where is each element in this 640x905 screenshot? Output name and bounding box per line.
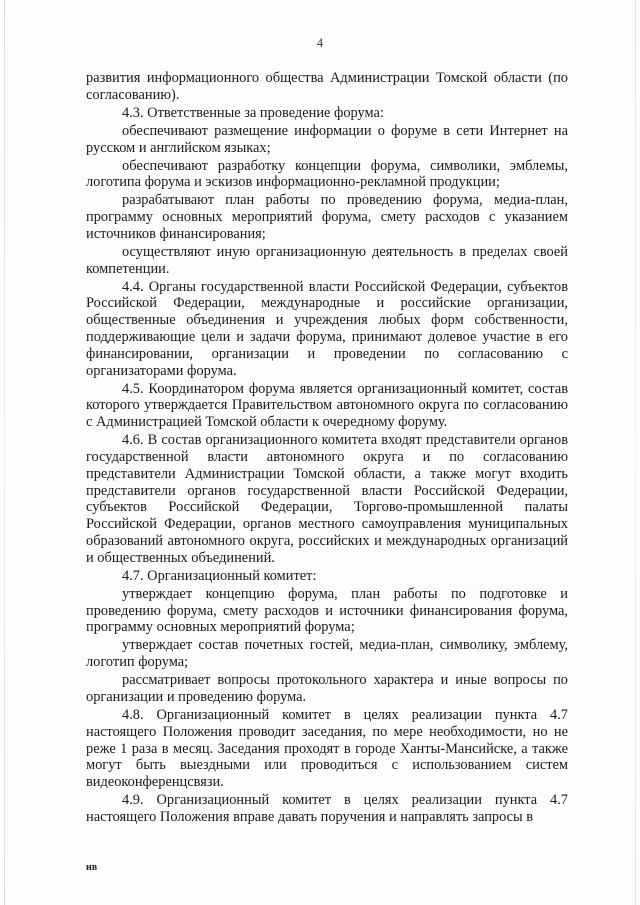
paragraph: осуществляют иную организационную деятельность в пределах своей компетенции.	[86, 243, 568, 277]
scan-edge-right	[635, 0, 636, 905]
paragraph: развития информационного общества Администрации Томской области (по согласованию).	[86, 70, 568, 103]
paragraph: 4.6. В состав организационного комитета входят представители органов государственной власти автономного округа и по согласованию представители Администрации Томской области, а также могут входить представители органов государственной власти Российской Федерации, субъектов Российской Федерации, Торгово-промышленной палаты Российской Федерации, органов местного самоуправления муниципальных образований автономного округа, российских и международных организаций и общественных объединений.	[86, 432, 568, 566]
paragraph: обеспечивают размещение информации о форуме в сети Интернет на русском и английском языках;	[86, 122, 568, 156]
footer-mark: нв	[86, 862, 98, 873]
paragraph: 4.8. Организационный комитет в целях реализации пункта 4.7 настоящего Положения проводит заседания, по мере необходимости, но не реже 1 раза в месяц. Заседания проходят в городе Ханты-Мансийске, а также могут быть выездными или проводиться с использованием систем видеоконференцсвязи.	[86, 706, 568, 791]
scan-edge-left	[4, 0, 5, 905]
paragraph: рассматривает вопросы протокольного характера и иные вопросы по организации и проведению форума.	[86, 672, 568, 705]
paragraph: 4.3. Ответственные за проведение форума:	[122, 104, 384, 121]
paragraph: 4.5. Координатором форума является организационный комитет, состав которого утверждается Правительством автономного округа по согласованию с Администрацией Томской области к очередному форуму.	[86, 380, 568, 431]
paragraph: 4.7. Организационный комитет:	[122, 567, 317, 584]
paragraph: 4.9. Организационный комитет в целях реализации пункта 4.7 настоящего Положения вправе давать поручения и направлять запросы в	[86, 792, 568, 825]
page-number: 4	[316, 36, 324, 50]
paragraph: утверждает концепцию форума, план работы по подготовке и проведению форума, смету расходов и источники финансирования форума, программу основных мероприятий форума;	[86, 585, 568, 636]
paragraph: разрабатывают план работы по проведению форума, медиа-план, программу основных мероприятий форума, смету расходов с указанием источников финансирования;	[86, 192, 568, 242]
paragraph: утверждает состав почетных гостей, медиа-план, символику, эмблему, логотип форума;	[86, 637, 568, 671]
paragraph: 4.4. Органы государственной власти Российской Федерации, субъектов Российской Федерации, международные и российские организации, общественные объединения и учреждения любых форм собственности, поддерживающие цели и задачи форума, принимают долевое участие в его финансировании, организации и проведении по согласованию с организаторами форума.	[86, 278, 568, 379]
document-body	[86, 70, 568, 827]
paragraph: обеспечивают разработку концепции форума, символики, эмблемы, логотипа форума и эскизов информационно-рекламной продукции;	[86, 157, 568, 191]
